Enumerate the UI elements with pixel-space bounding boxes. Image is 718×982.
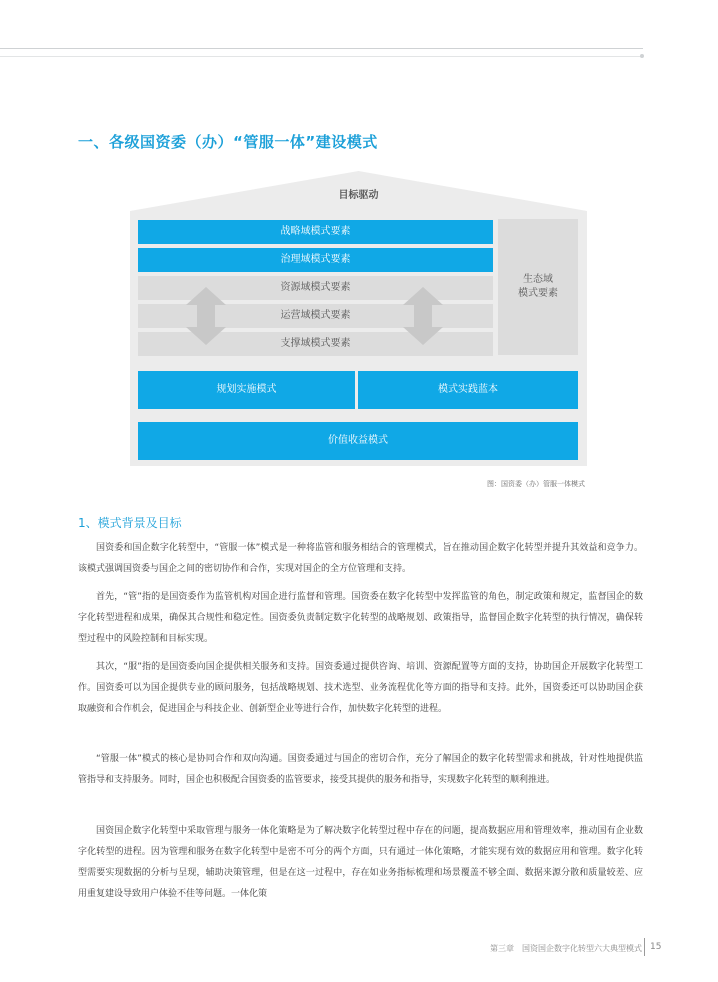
domain-bar-resource: 资源域模式要素 — [138, 276, 493, 300]
top-rule-secondary — [0, 56, 643, 57]
paragraph-2: 首先，“管”指的是国资委作为监管机构对国企进行监督和管理。国资委在数字化转型中发挥监管的角色，制定政策和规定，监督国企的数字化转型进程和成果，确保其合规性和稳定性。国资委负责制定数字化转型的战略规划、政策指导，监督国企数字化转型的执行情况，确保转型过程中的风险控制和目标实现。 — [78, 592, 643, 644]
top-rule — [0, 48, 643, 49]
practice-blueprint-box: 模式实践蓝本 — [358, 371, 578, 409]
eco-domain-box — [498, 219, 578, 355]
page-number: 15 — [650, 942, 662, 952]
paragraph-4: “管服一体”模式的核心是协同合作和双向沟通。国资委通过与国企的密切合作，充分了解国企的数字化转型需求和挑战，针对性地提供监管指导和支持服务。同时，国企也积极配合国资委的监管要求，接受其提供的服务和指导，实现数字化转型的顺利推进。 — [78, 754, 643, 785]
value-benefit-box: 价值收益模式 — [138, 422, 578, 460]
planning-implementation-box: 规划实施模式 — [138, 371, 355, 409]
paragraph-1: 国资委和国企数字化转型中，“管服一体”模式是一种将监管和服务相结合的管理模式，旨在推动国企数字化转型并提升其效益和竞争力。该模式强调国资委与国企之间的密切协作和合作，实现对国企的全方位管理和支持。 — [78, 543, 643, 574]
section-heading: 一、各级国资委（办）“管服一体”建设模式 — [78, 133, 378, 151]
figure-caption: 图：国资委（办）管服一体模式 — [487, 480, 585, 488]
domain-bar-governance: 治理域模式要素 — [138, 248, 493, 272]
double-arrow-right-icon — [403, 287, 443, 345]
subsection-heading: 1、模式背景及目标 — [78, 516, 182, 530]
footer-separator — [644, 938, 645, 956]
diagram-top-label: 目标驱动 — [338, 190, 379, 201]
paragraph-3: 其次，“服”指的是国资委向国企提供相关服务和支持。国资委通过提供咨询、培训、资源配置等方面的支持，协助国企开展数字化转型工作。国资委可以为国企提供专业的顾问服务，包括战略规划、技术选型、业务流程优化等方面的指导和支持。此外，国资委还可以协助国企获取融资和合作机会，促进国企与科技企业、创新型企业等进行合作，加快数字化转型的进程。 — [78, 662, 643, 714]
eco-domain-line1: 生态域 — [523, 274, 553, 285]
domain-bar-strategy: 战略域模式要素 — [138, 220, 493, 244]
domain-bar-support: 支撑域模式要素 — [138, 332, 493, 356]
paragraph-5: 国资国企数字化转型中采取管理与服务一体化策略是为了解决数字化转型过程中存在的问题，提高数据应用和管理效率，推动国有企业数字化转型的进程。因为管理和服务在数字化转型中是密不可分的两个方面，只有通过一体化策略，才能实现有效的数据应用和管理。数字化转型需要实现数据的分析与呈现，辅助决策管理，但是在这一过程中，存在如业务指标梳理和场景覆盖不够全面、数据来源分散和质量较差、应用重复建设导致用户体验不佳等问题。一体化策 — [78, 826, 643, 899]
domain-bar-operation: 运营域模式要素 — [138, 304, 493, 328]
double-arrow-left-icon — [186, 287, 226, 345]
top-rule-dot — [640, 54, 644, 58]
eco-domain-line2: 模式要素 — [518, 288, 558, 299]
footer-chapter-title: 第三章 国资国企数字化转型六大典型模式 — [490, 944, 642, 953]
